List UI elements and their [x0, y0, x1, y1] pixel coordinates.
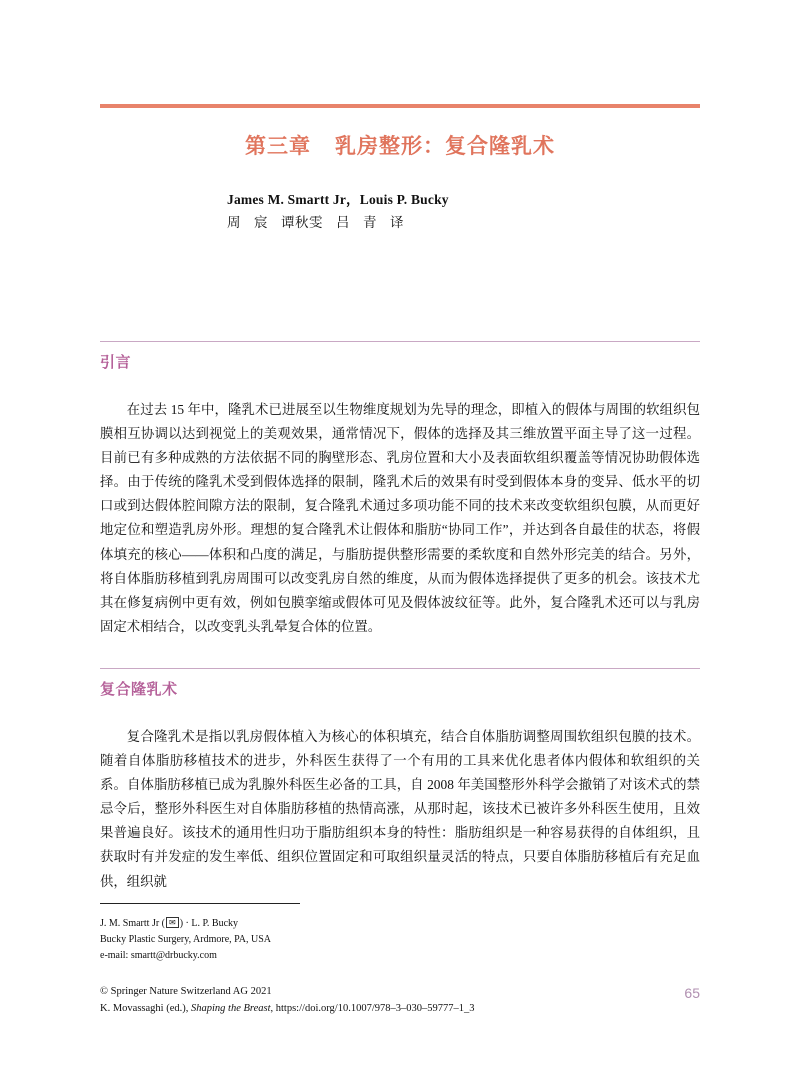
section-divider — [100, 668, 700, 669]
page-title — [100, 130, 700, 160]
envelope-icon: ✉ — [166, 917, 179, 928]
section-title: 引言 — [100, 354, 132, 371]
translator-4: 青 — [363, 215, 377, 230]
section-title: 复合隆乳术 — [100, 681, 178, 698]
page-number: 65 — [684, 985, 700, 1001]
translator-list — [227, 211, 417, 231]
chapter-top-rule — [100, 104, 700, 108]
translator-1: 宸 — [254, 215, 268, 230]
copyright-line: © Springer Nature Switzerland AG 2021 — [100, 986, 272, 997]
section-heading-introduction — [100, 341, 700, 372]
copyright-block — [100, 983, 620, 1017]
footnote-affiliation: Bucky Plastic Surgery, Ardmore, PA, USA — [100, 934, 272, 945]
translator-2: 谭秋雯 — [281, 215, 323, 230]
translator-0: 周 — [227, 215, 241, 230]
footnote-divider — [100, 903, 300, 904]
footnote-author-line — [100, 916, 700, 932]
section-body-introduction — [100, 398, 700, 639]
chapter-title-text: 乳房整形：复合隆乳术 — [335, 135, 555, 158]
chapter-number: 第三章 — [245, 135, 311, 158]
paragraph: 复合隆乳术是指以乳房假体植入为核心的体积填充，结合自体脂肪调整周围软组织包膜的技术。随着自体脂肪移植技术的进步，外科医生获得了一个有用的工具来优化患者体内假体和软组织的关系。自体脂肪移植已成为乳腺外科医生必备的工具，自 2008 年美国整形外科学会撤销了对该术式的禁忌令后，整形外科医生对自体脂肪移植的热情高涨，从那时起，该技术已被许多外科医生使用，且效果普遍良好。该技术的通用性归功于脂肪组织本身的特性：脂肪组织是一种容易获得的自体组织，且获取时有并发症的发生率低、组织位置固定和可取组织量灵活的特点，只要自体脂肪移植后有充足血供，组织就 — [100, 729, 700, 889]
translator-3: 吕 — [336, 215, 350, 230]
citation-doi: , https://doi.org/10.1007/978–3–030–59777–1_3 — [270, 1003, 475, 1014]
section-body-composite-augmentation — [100, 725, 700, 894]
translator-5: 译 — [390, 215, 404, 230]
citation-editor: K. Movassaghi (ed.), — [100, 1003, 191, 1014]
citation-line — [100, 1000, 620, 1017]
paragraph: 在过去 15 年中，隆乳术已进展至以生物维度规划为先导的理念，即植入的假体与周围的软组织包膜相互协调以达到视觉上的美观效果，通常情况下，假体的选择及其三维放置平面主导了这一过程。目前已有多种成熟的方法依据不同的胸壁形态、乳房位置和大小及表面软组织覆盖等情况协助假体选择。由于传统的隆乳术受到假体选择的限制，隆乳术后的效果有时受到假体本身的变异、低水平的切口或到达假体腔间隙方法的限制，复合隆乳术通过多项功能不同的技术来改变软组织包膜，从而更好地定位和塑造乳房外形。理想的复合隆乳术让假体和脂肪“协同工作”，并达到各自最佳的状态，将假体填充的核心——体积和凸度的满足，与脂肪提供整形需要的柔软度和自然外形完美的结合。另外，将自体脂肪移植到乳房周围可以改变乳房自然的维度，从而为假体选择提供了更多的机会。该技术尤其在修复病例中更有效，例如包膜挛缩或假体可见及假体波纹征等。此外，复合隆乳术还可以与乳房固定术相结合，以改变乳头乳晕复合体的位置。 — [100, 402, 700, 634]
citation-book-title: Shaping the Breast — [190, 1003, 271, 1014]
footnote-author-post: ) · L. P. Bucky — [179, 918, 239, 929]
footnote-block — [100, 916, 700, 964]
author-list: James M. Smartt Jr，Louis P. Bucky — [227, 192, 449, 207]
section-heading-composite-augmentation — [100, 668, 700, 699]
footnote-email: e-mail: smartt@drbucky.com — [100, 950, 217, 961]
section-divider — [100, 341, 700, 342]
footnote-author-pre: J. M. Smartt Jr ( — [100, 918, 165, 929]
